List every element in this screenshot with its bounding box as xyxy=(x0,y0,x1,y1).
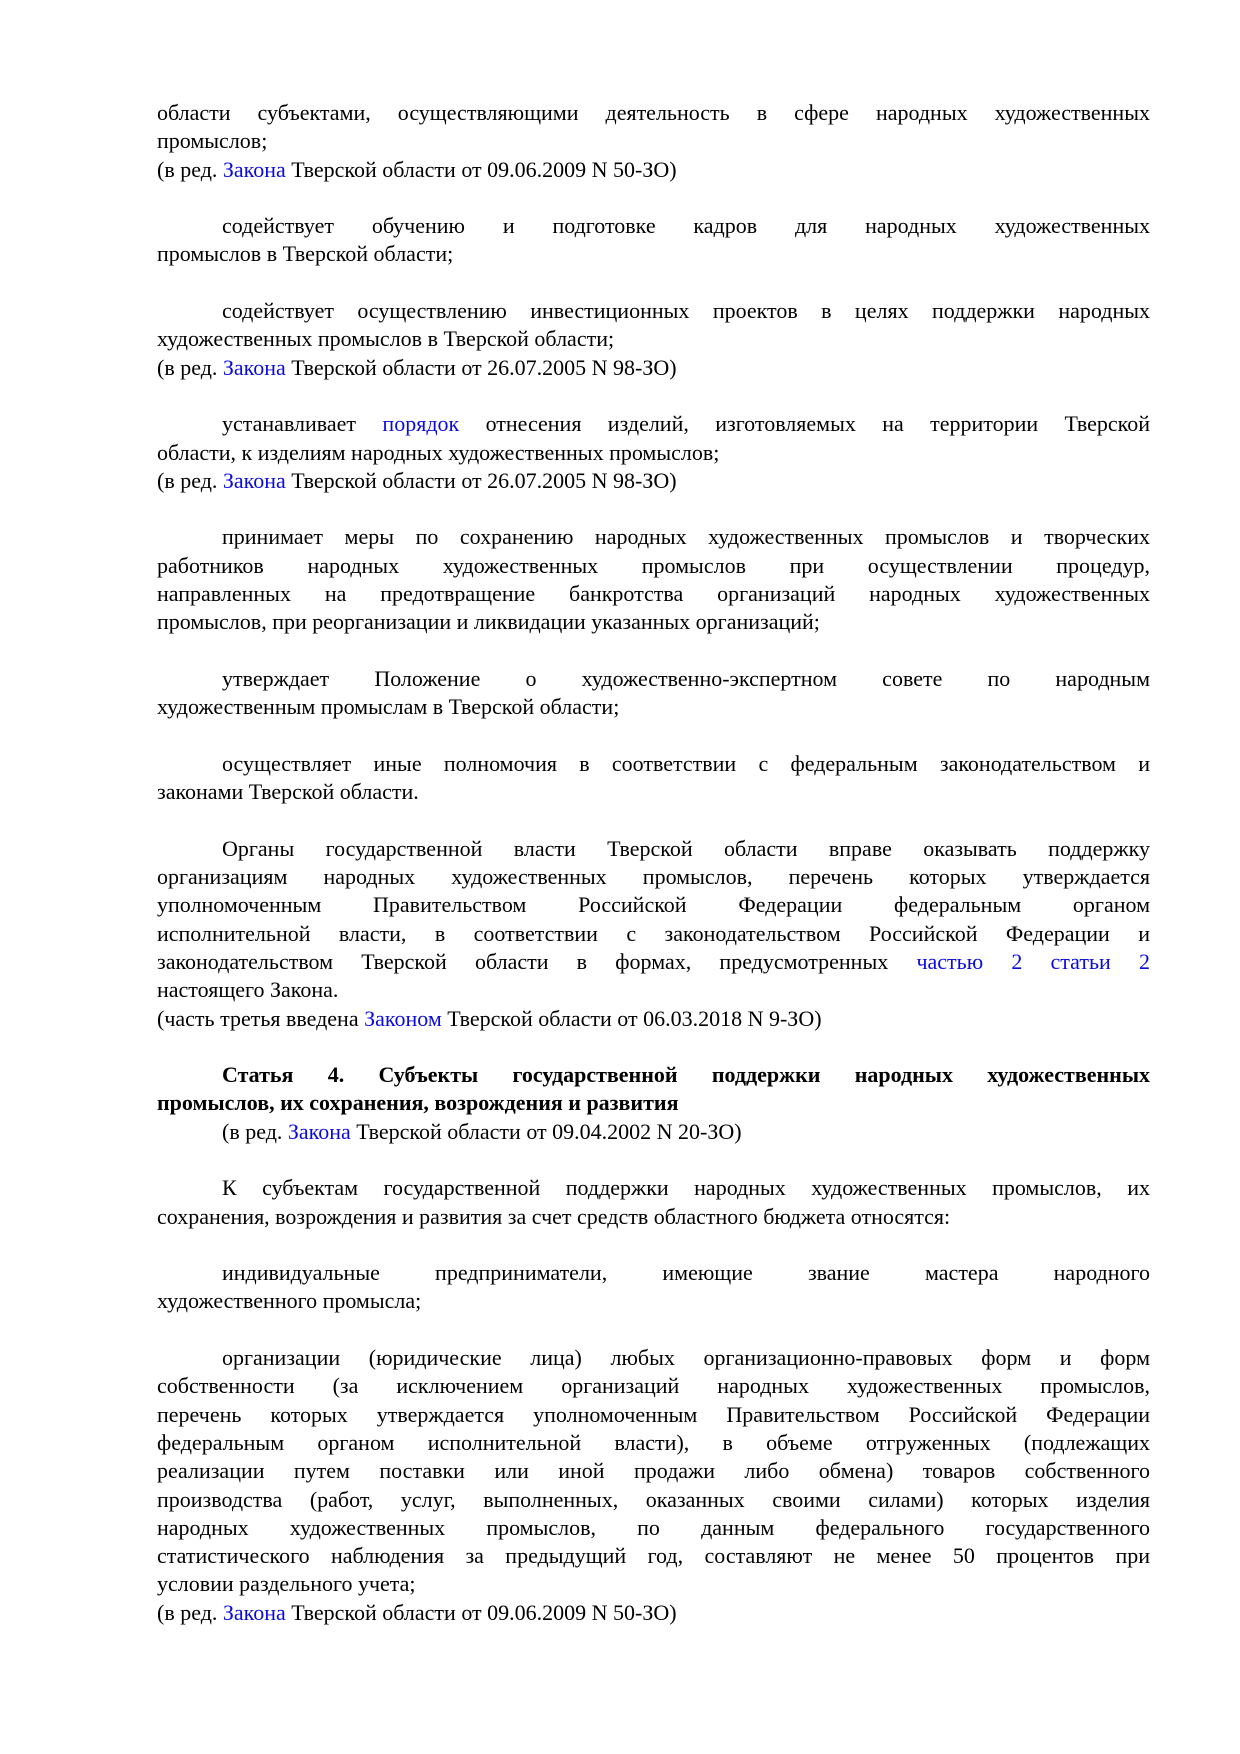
text-segment: Статья 4. Субъекты государственной поддержки народных художественных xyxy=(222,1062,1150,1088)
text-segment: индивидуальные предприниматели, имеющие звание мастера народного xyxy=(222,1260,1150,1286)
text-line xyxy=(157,156,1150,184)
text-line xyxy=(157,1457,1150,1485)
text-line xyxy=(157,1372,1150,1400)
text-segment: Тверской области от 06.03.2018 N 9-ЗО) xyxy=(441,1005,822,1031)
text-segment: промыслов в Тверской области; xyxy=(157,241,454,267)
text-segment: устанавливает xyxy=(222,411,383,437)
clause-expert-council xyxy=(157,665,1150,722)
text-line xyxy=(157,410,1150,438)
text-segment: (в ред. xyxy=(157,156,223,182)
text-line xyxy=(157,863,1150,891)
text-line xyxy=(157,608,1150,636)
doc-link[interactable]: Закона xyxy=(222,354,286,380)
text-segment: промыслов; xyxy=(157,128,268,154)
text-segment: Тверской области от 26.07.2005 N 98-ЗО) xyxy=(285,467,677,493)
doc-link[interactable]: Закона xyxy=(222,467,286,493)
text-segment: настоящего Закона. xyxy=(157,977,339,1003)
text-line xyxy=(157,1287,1150,1315)
heading-line xyxy=(157,1089,1150,1117)
text-segment: Тверской области от 09.06.2009 N 50-ЗО) xyxy=(285,156,677,182)
text-line xyxy=(157,99,1150,127)
text-line xyxy=(157,1401,1150,1429)
text-segment: (в ред. xyxy=(222,1118,288,1144)
text-segment: народных художественных промыслов, по данным федерального государственного xyxy=(157,1514,1150,1540)
text-segment: условии раздельного учета; xyxy=(157,1571,416,1597)
text-line xyxy=(157,1514,1150,1542)
text-segment: художественных промыслов в Тверской области; xyxy=(157,326,615,352)
text-segment: федеральным органом исполнительной власти), в объеме отгруженных (подлежащих xyxy=(157,1429,1150,1455)
text-line xyxy=(157,1005,1150,1033)
article-4-heading xyxy=(157,1061,1150,1146)
text-segment: отнесения изделий, изготовляемых на территории Тверской xyxy=(459,411,1150,437)
text-segment: области субъектами, осуществляющими деятельность в сфере народных художественных xyxy=(157,100,1150,125)
text-line xyxy=(157,976,1150,1004)
text-line xyxy=(157,920,1150,948)
doc-link[interactable]: частью 2 статьи 2 xyxy=(916,948,1150,974)
text-segment: перечень которых утверждается уполномоченным Правительством Российской Федерации xyxy=(157,1401,1150,1427)
text-segment: (в ред. xyxy=(157,354,223,380)
text-line xyxy=(157,354,1150,382)
text-segment: области, к изделиям народных художественных промыслов; xyxy=(157,439,720,465)
doc-link[interactable]: Закона xyxy=(222,1599,286,1625)
text-segment: утверждает Положение о художественно-экспертном совете по народным xyxy=(222,665,1150,691)
text-segment: художественным промыслам в Тверской области; xyxy=(157,694,620,720)
text-line xyxy=(157,467,1150,495)
text-line xyxy=(157,665,1150,693)
text-segment: Тверской области от 09.06.2009 N 50-ЗО) xyxy=(285,1599,677,1625)
text-segment: законодательством Тверской области в формах, предусмотренных xyxy=(157,948,917,974)
clause-bankruptcy xyxy=(157,523,1150,636)
text-line xyxy=(157,552,1150,580)
text-line xyxy=(157,1259,1150,1287)
text-segment: организации (юридические лица) любых организационно-правовых форм и форм xyxy=(222,1345,1150,1371)
text-line xyxy=(157,1118,1150,1146)
text-segment: К субъектам государственной поддержки народных художественных промыслов, их xyxy=(222,1175,1150,1201)
subject-organizations xyxy=(157,1344,1150,1627)
text-segment: собственности (за исключением организаций народных художественных промыслов, xyxy=(157,1373,1150,1399)
text-line xyxy=(157,212,1150,240)
text-segment: уполномоченным Правительством Российской Федерации федеральным органом xyxy=(157,892,1150,918)
text-line xyxy=(157,1344,1150,1372)
text-segment: содействует осуществлению инвестиционных проектов в целях поддержки народных xyxy=(222,298,1150,324)
text-segment: Тверской области от 26.07.2005 N 98-ЗО) xyxy=(285,354,677,380)
text-segment: исполнительной власти, в соответствии с законодательством Российской Федерации и xyxy=(157,920,1150,946)
text-line xyxy=(157,948,1150,976)
text-line xyxy=(157,240,1150,268)
clause-order xyxy=(157,410,1150,495)
text-line xyxy=(157,297,1150,325)
text-segment: производства (работ, услуг, выполненных, оказанных своими силами) которых изделия xyxy=(157,1486,1150,1512)
text-line xyxy=(157,1174,1150,1202)
text-segment: организациям народных художественных промыслов, перечень которых утверждается xyxy=(157,864,1150,890)
doc-link[interactable]: Закона xyxy=(222,156,286,182)
doc-link[interactable]: порядок xyxy=(382,411,460,437)
text-line xyxy=(157,325,1150,353)
text-line xyxy=(157,1599,1150,1627)
clause-training xyxy=(157,212,1150,269)
paragraph-continuation xyxy=(157,99,1150,184)
clause-other-powers xyxy=(157,750,1150,807)
text-line xyxy=(157,1429,1150,1457)
text-segment: работников народных художественных промыслов при осуществлении процедур, xyxy=(157,552,1150,578)
text-segment: сохранения, возрождения и развития за счет средств областного бюджета относятся: xyxy=(157,1203,951,1229)
text-line xyxy=(157,523,1150,551)
text-segment: содействует обучению и подготовке кадров для народных художественных xyxy=(222,213,1150,239)
text-line xyxy=(157,835,1150,863)
text-line xyxy=(157,580,1150,608)
text-segment: Тверской области от 09.04.2002 N 20-ЗО) xyxy=(350,1118,742,1144)
text-line xyxy=(157,693,1150,721)
text-segment: промыслов, при реорганизации и ликвидации указанных организаций; xyxy=(157,609,820,635)
text-segment: законами Тверской области. xyxy=(157,779,419,805)
text-segment: (в ред. xyxy=(157,1599,223,1625)
text-line xyxy=(157,1203,1150,1231)
paragraph-support-forms xyxy=(157,835,1150,1033)
text-segment: осуществляет иные полномочия в соответствии с федеральным законодательством и xyxy=(222,750,1150,776)
text-line xyxy=(157,1570,1150,1598)
text-segment: (в ред. xyxy=(157,467,223,493)
paragraph-subjects-intro xyxy=(157,1174,1150,1231)
text-line xyxy=(157,1542,1150,1570)
text-line xyxy=(157,439,1150,467)
text-segment: статистического наблюдения за предыдущий год, составляют не менее 50 процентов при xyxy=(157,1543,1150,1569)
text-line xyxy=(157,778,1150,806)
text-segment: принимает меры по сохранению народных художественных промыслов и творческих xyxy=(222,524,1150,550)
doc-link[interactable]: Закона xyxy=(287,1118,351,1144)
subject-individual-entrepreneurs xyxy=(157,1259,1150,1316)
text-segment: Органы государственной власти Тверской области вправе оказывать поддержку xyxy=(222,835,1150,861)
heading-line xyxy=(157,1061,1150,1089)
text-line xyxy=(157,750,1150,778)
doc-link[interactable]: Законом xyxy=(364,1005,442,1031)
text-segment: промыслов, их сохранения, возрождения и развития xyxy=(157,1090,679,1116)
text-segment: (часть третья введена xyxy=(157,1005,365,1031)
text-segment: художественного промысла; xyxy=(157,1288,422,1314)
text-line xyxy=(157,127,1150,155)
clause-investment xyxy=(157,297,1150,382)
text-segment: направленных на предотвращение банкротства организаций народных художественных xyxy=(157,581,1150,607)
text-line xyxy=(157,1486,1150,1514)
text-line xyxy=(157,891,1150,919)
text-segment: реализации путем поставки или иной продажи либо обмена) товаров собственного xyxy=(157,1458,1150,1484)
